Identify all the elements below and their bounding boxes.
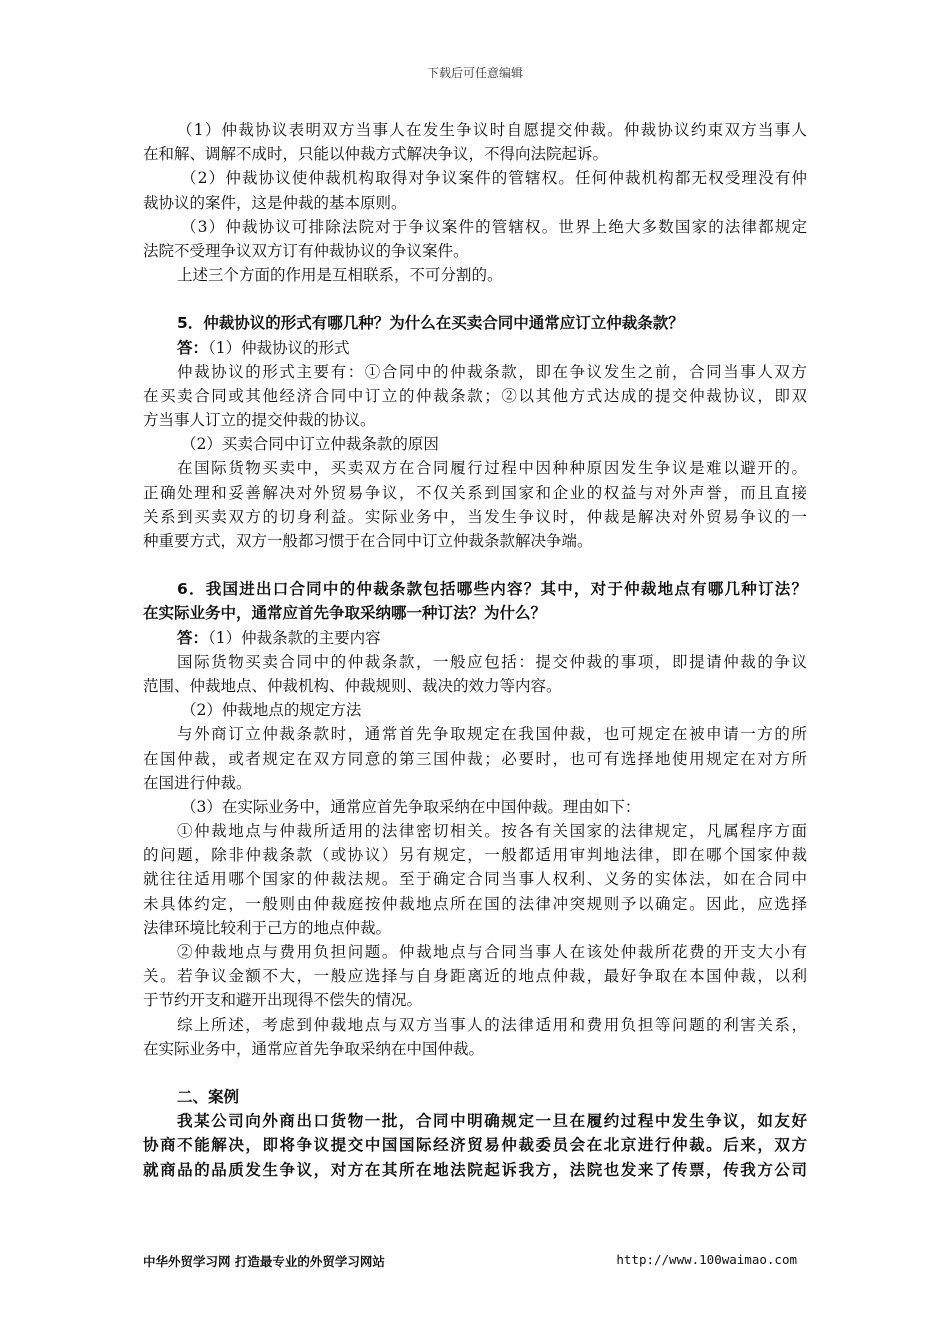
line-text: （1）仲裁协议的形式 xyxy=(208,338,350,357)
text-line xyxy=(143,481,807,505)
text-line xyxy=(143,698,807,722)
text-line xyxy=(143,1109,807,1133)
paragraph-gap xyxy=(143,287,807,311)
text-line xyxy=(143,940,807,964)
line-text: （3）在实际业务中，通常应首先争取采纳在中国仲裁。理由如下： xyxy=(181,797,641,816)
line-text: 协商不能解决，即将争议提交中国国际经济贸易仲裁委员会在北京进行仲裁。后来，双方 xyxy=(143,1136,807,1155)
text-line xyxy=(143,650,807,674)
line-text: 上述三个方面的作用是互相联系，不可分割的。 xyxy=(177,266,503,285)
text-line xyxy=(143,747,807,771)
text-line xyxy=(143,311,807,335)
line-text: 关系到买卖双方的切身利益。实际业务中，当发生争议时，仲裁是解决对外贸易争议的一 xyxy=(143,507,807,526)
line-text: （3）仲裁协议可排除法院对于争议案件的管辖权。世界上绝大多数国家的法律都规定 xyxy=(181,217,807,236)
line-text: 裁协议的案件，这是仲裁的基本原则。 xyxy=(143,193,407,212)
line-text: 的问题，除非仲裁条款（或协议）另有规定，一般都适用审判地法律，即在哪个国家仲裁 xyxy=(143,846,807,865)
text-line xyxy=(143,964,807,988)
text-line xyxy=(143,360,807,384)
text-line xyxy=(143,795,807,819)
line-text: 在和解、调解不成时，只能以仲裁方式解决争议，不得向法院起诉。 xyxy=(143,145,609,164)
line-text: 二、案例 xyxy=(177,1087,240,1106)
line-text: 在国进行仲裁。 xyxy=(143,773,252,792)
line-text: 未具体约定，一般则由仲裁庭按仲裁地点所在国的法律冲突规则予以确定。因此，应选择 xyxy=(143,894,807,913)
line-text: 法律环境比较利于己方的地点仲裁。 xyxy=(143,918,392,937)
answer-label: 答： xyxy=(177,338,209,357)
text-line xyxy=(143,191,807,215)
text-line xyxy=(143,771,807,795)
footer-site-name: 中华外贸学习网 打造最专业的外贸学习网站 xyxy=(143,1254,385,1269)
text-line xyxy=(143,456,807,480)
text-line xyxy=(143,892,807,916)
line-text: 范围、仲裁地点、仲裁机构、仲裁规则、裁决的效力等内容。 xyxy=(143,676,562,695)
line-text: 综上所述，考虑到仲裁地点与双方当事人的法律适用和费用负担等问题的利害关系， xyxy=(177,1015,807,1034)
text-line xyxy=(143,1158,807,1182)
line-text: （1）仲裁条款的主要内容 xyxy=(208,628,381,647)
line-text: 我某公司向外商出口货物一批，合同中明确规定一旦在履约过程中发生争议，如友好 xyxy=(177,1112,807,1131)
page-header: 下载后可任意编辑 xyxy=(426,66,523,80)
line-text: 方当事人订立的提交仲裁的协议。 xyxy=(143,411,376,430)
line-text: 在国际货物买卖中，买卖双方在合同履行过程中因种种原因发生争议是难以避开的。 xyxy=(177,459,807,478)
text-line xyxy=(143,505,807,529)
line-text: 在实际业务中，通常应首先争取采纳在中国仲裁。 xyxy=(143,1039,485,1058)
text-line xyxy=(143,1013,807,1037)
line-text: 5．仲裁协议的形式有哪几种？为什么在买卖合同中通常应订立仲裁条款？ xyxy=(177,314,684,333)
line-text: ②仲裁地点与费用负担问题。仲裁地点与合同当事人在该处仲裁所花费的开支大小有 xyxy=(177,943,807,961)
text-line xyxy=(143,263,807,287)
line-text: （2）买卖合同中订立仲裁条款的原因 xyxy=(181,435,439,454)
text-line xyxy=(143,215,807,239)
text-line xyxy=(143,1037,807,1061)
text-line xyxy=(143,118,807,142)
text-line xyxy=(143,384,807,408)
answer-label: 答： xyxy=(177,628,209,647)
text-line xyxy=(143,166,807,190)
text-line xyxy=(143,988,807,1012)
text-line xyxy=(143,819,807,843)
text-line xyxy=(143,601,807,625)
line-text: 6．我国进出口合同中的仲裁条款包括哪些内容？其中，对于仲裁地点有哪几种订法？ xyxy=(177,580,807,599)
text-line xyxy=(143,1085,807,1109)
line-text: （2）仲裁协议使仲裁机构取得对争议案件的管辖权。任何仲裁机构都无权受理没有仲 xyxy=(181,169,807,188)
paragraph-gap xyxy=(143,553,807,577)
footer-url[interactable]: http://www.100waimao.com xyxy=(616,1252,797,1267)
text-line xyxy=(143,867,807,891)
text-line xyxy=(143,674,807,698)
line-text: （2）仲裁地点的规定方法 xyxy=(181,701,362,720)
text-line xyxy=(143,577,807,601)
line-text: 在实际业务中，通常应首先争取采纳哪一种订法？为什么？ xyxy=(143,604,547,623)
text-line xyxy=(143,336,807,360)
text-line xyxy=(143,529,807,553)
text-line xyxy=(143,843,807,867)
line-text: 国际货物买卖合同中的仲裁条款，一般应包括：提交仲裁的事项，即提请仲裁的争议 xyxy=(177,652,807,671)
text-line xyxy=(143,142,807,166)
line-text: 就商品的品质发生争议，对方在其所在地法院起诉我方，法院也发来了传票，传我方公司 xyxy=(143,1160,807,1179)
text-line xyxy=(143,1133,807,1157)
document-body xyxy=(143,118,807,1182)
line-text: 关。若争议金额不大，一般应选择与自身距离近的地点仲裁，最好争取在本国仲裁，以利 xyxy=(143,967,807,986)
line-text: 与外商订立仲裁条款时，通常首先争取规定在我国仲裁，也可规定在被申请一方的所 xyxy=(177,725,807,744)
text-line xyxy=(143,916,807,940)
line-text: ①仲裁地点与仲裁所适用的法律密切相关。按各有关国家的法律规定，凡属程序方面 xyxy=(177,822,807,841)
text-line xyxy=(143,432,807,456)
text-line xyxy=(143,626,807,650)
line-text: 在买卖合同或其他经济合同中订立的仲裁条款；②以其他方式达成的提交仲裁协议，即双 xyxy=(143,386,807,405)
text-line xyxy=(143,408,807,432)
text-line xyxy=(143,239,807,263)
line-text: 种重要方式，双方一般都习惯于在合同中订立仲裁条款解决争端。 xyxy=(143,532,593,550)
line-text: 在国仲裁，或者规定在双方同意的第三国仲裁；必要时，也可有选择地使用规定在对方所 xyxy=(143,749,807,768)
line-text: 法院不受理争议双方订有仲裁协议的争议案件。 xyxy=(143,241,469,260)
line-text: 于节约开支和避开出现得不偿失的情况。 xyxy=(143,991,423,1010)
line-text: 正确处理和妥善解决对外贸易争议，不仅关系到国家和企业的权益与对外声誉，而且直接 xyxy=(143,483,807,502)
line-text: （1）仲裁协议表明双方当事人在发生争议时自愿提交仲裁。仲裁协议约束双方当事人 xyxy=(177,121,807,139)
line-text: 仲裁协议的形式主要有：①合同中的仲裁条款，即在争议发生之前，合同当事人双方 xyxy=(177,362,807,381)
text-line xyxy=(143,722,807,746)
paragraph-gap xyxy=(143,1061,807,1085)
line-text: 就往往适用哪个国家的仲裁法规。至于确定合同当事人权利、义务的实体法，如在合同中 xyxy=(143,870,807,889)
